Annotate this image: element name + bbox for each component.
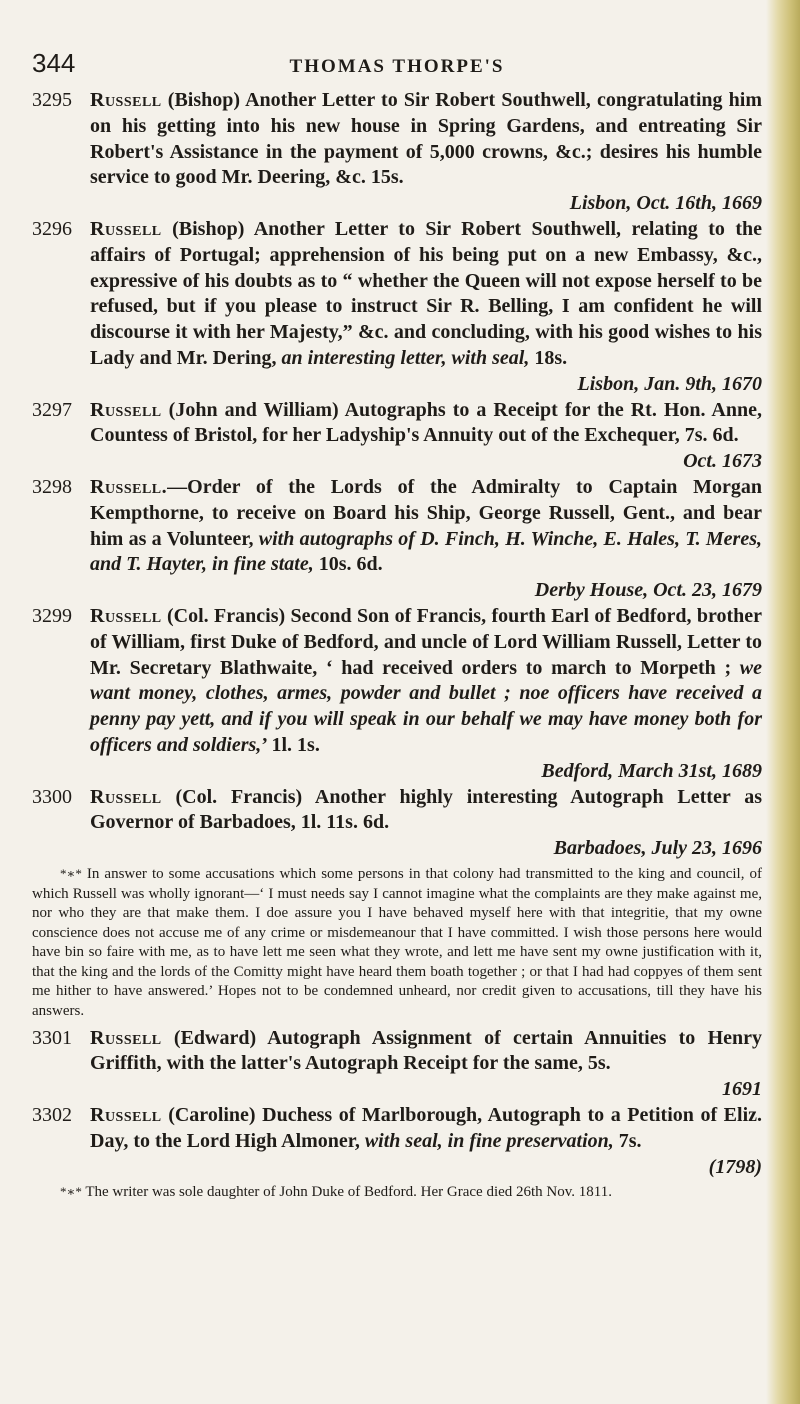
entry-name: Russell — [90, 398, 162, 421]
catalogue-entries — [32, 88, 762, 1203]
entry-imprint: Barbadoes, July 23, 1696 — [553, 837, 762, 860]
entry-description — [90, 1103, 762, 1155]
entry-description — [90, 398, 762, 450]
catalogue-entry-3295 — [32, 88, 762, 217]
entry-imprint: Derby House, Oct. 23, 1679 — [534, 579, 762, 602]
entry-name: Russell — [90, 217, 162, 240]
catalogue-entry-3299 — [32, 604, 762, 785]
entry-italic-note: with autographs of D. Finch, H. Winche, E. Hales, T. Meres, and T. Hayter, in fine state, — [90, 527, 762, 576]
entry-price: ’ 1l. 1s. — [261, 733, 320, 756]
catalogue-entry-3297 — [32, 398, 762, 475]
page-number: 344 — [32, 48, 76, 78]
catalogue-entry-3296 — [32, 217, 762, 398]
page-header — [32, 48, 762, 82]
footnote-3302 — [32, 1182, 762, 1203]
catalogue-entry-3298 — [32, 475, 762, 604]
entry-price: 18s. — [534, 346, 568, 369]
lot-number: 3296 — [32, 217, 72, 240]
entry-imprint: Bedford, March 31st, 1689 — [541, 759, 762, 782]
catalogue-entry-3300 — [32, 785, 762, 862]
entry-imprint: Lisbon, Oct. 16th, 1669 — [569, 192, 762, 215]
note-text: In answer to some accusations which some persons in that colony had transmitted to the king and council, of which Russell was wholly ignorant—‘ I must needs say I cannot imagine what the complaints are they make against me, nor who they are that make them. I doe assure you I have behaved myself here with that integritie, that my owne conscience does not accuse me of any crime or misdemeanour that I have committed. I wish those persons here would have bin so faire with me, as to have lett me seen what they wrote, and lett me have sent my owne justification with it, that the king and the lords of the Comitty might have heard them boath together ; or that I had had coppyes of them sent me hither to have answered.’ Hopes not to be condemned unheard, nor credit given to accusations, till they have his answers. — [32, 865, 763, 1020]
entry-name: Russell — [90, 785, 162, 808]
entry-text: (John and William) Autographs to a Receipt for the Rt. Hon. Anne, Countess of Bristol, for her Ladyship's Annuity out of the Exchequer, 7s. 6d. — [90, 398, 762, 447]
entry-description — [90, 604, 762, 759]
entry-italic-note: with seal, in fine preservation, — [364, 1129, 614, 1152]
lot-number: 3300 — [32, 785, 72, 808]
entry-price: 7s. — [618, 1129, 642, 1152]
entry-text: (Caroline) Duchess of Marlborough, Autograph to a Petition of Eliz. Day, to the Lord High Almoner, — [90, 1104, 762, 1152]
lot-number: 3298 — [32, 475, 72, 498]
entry-description — [90, 88, 762, 191]
entry-name: Russell. — [90, 475, 168, 498]
entry-italic-note: we want money, clothes, armes, powder and bullet ; noe officers have received a penny pay yett, and if you will speak in our behalf we may have money both for officers and soldiers, — [90, 656, 763, 756]
entry-name: Russell — [90, 1026, 162, 1049]
entry-name: Russell — [90, 604, 162, 627]
entry-description — [90, 1026, 762, 1078]
entry-italic-note: an interesting letter, with seal, — [281, 346, 530, 369]
book-page — [32, 48, 763, 1207]
catalogue-entry-3301 — [32, 1026, 762, 1103]
catalogue-entry-3302 — [32, 1103, 762, 1180]
entry-imprint: Lisbon, Jan. 9th, 1670 — [577, 372, 762, 395]
lot-number: 3297 — [32, 398, 72, 421]
entry-text: —Order of the Lords of the Admiralty to Captain Morgan Kempthorne, to receive on Board his Ship, George Russell, Gent., and bear him as a Volunteer, — [90, 475, 762, 550]
entry-text: (Bishop) Another Letter to Sir Robert Southwell, congratulating him on his getting into his new house in Spring Gardens, and entreating Sir Robert's Assistance in the payment of 5,000 crowns, &c.; desires his humble service to good Mr. Deering, &c. 15s. — [90, 89, 763, 189]
note-mark: *∗* — [60, 865, 82, 881]
lot-number: 3302 — [32, 1104, 72, 1127]
lot-number: 3295 — [32, 89, 72, 111]
entry-imprint: (1798) — [708, 1155, 762, 1178]
entry-description — [90, 217, 762, 372]
running-title: THOMAS THORPE'S — [289, 56, 505, 77]
entry-text: (Col. Francis) Second Son of Francis, fourth Earl of Bedford, brother of William, first Duke of Bedford, and uncle of Lord William Russell, Letter to Mr. Secretary Blathwaite, ‘ had received orders to march to Morpeth ; — [90, 604, 762, 679]
entry-name: Russell — [90, 89, 162, 111]
lot-number: 3299 — [32, 604, 72, 627]
entry-description — [90, 785, 762, 837]
note-mark: *∗* — [60, 1184, 82, 1200]
entry-price: 10s. 6d. — [318, 553, 383, 576]
entry-description — [90, 475, 762, 578]
footnote-3300 — [32, 864, 762, 1022]
note-text: The writer was sole daughter of John Duke of Bedford. Her Grace died 26th Nov. 1811. — [85, 1184, 612, 1201]
entry-imprint: 1691 — [722, 1078, 762, 1101]
entry-text: (Col. Francis) Another highly interesting Autograph Letter as Governor of Barbadoes, 1l. 11s. 6d. — [90, 785, 763, 834]
entry-text: (Bishop) Another Letter to Sir Robert Southwell, relating to the affairs of Portugal; apprehension of his being put on a new Embassy, &c., expressive of his doubts as to “ whether the Queen will not expose herself to be refused, but if you please to instruct Sir R. Belling, I am confident he will discourse it with her Majesty,” &c. and concluding, with his good wishes to his Lady and Mr. Dering, — [90, 217, 762, 369]
entry-name: Russell — [90, 1104, 162, 1127]
entry-imprint: Oct. 1673 — [683, 450, 762, 473]
entry-text: (Edward) Autograph Assignment of certain Annuities to Henry Griffith, with the latter's Autograph Receipt for the same, 5s. — [90, 1026, 762, 1075]
lot-number: 3301 — [32, 1026, 72, 1049]
page-edge-shading — [766, 0, 800, 1404]
